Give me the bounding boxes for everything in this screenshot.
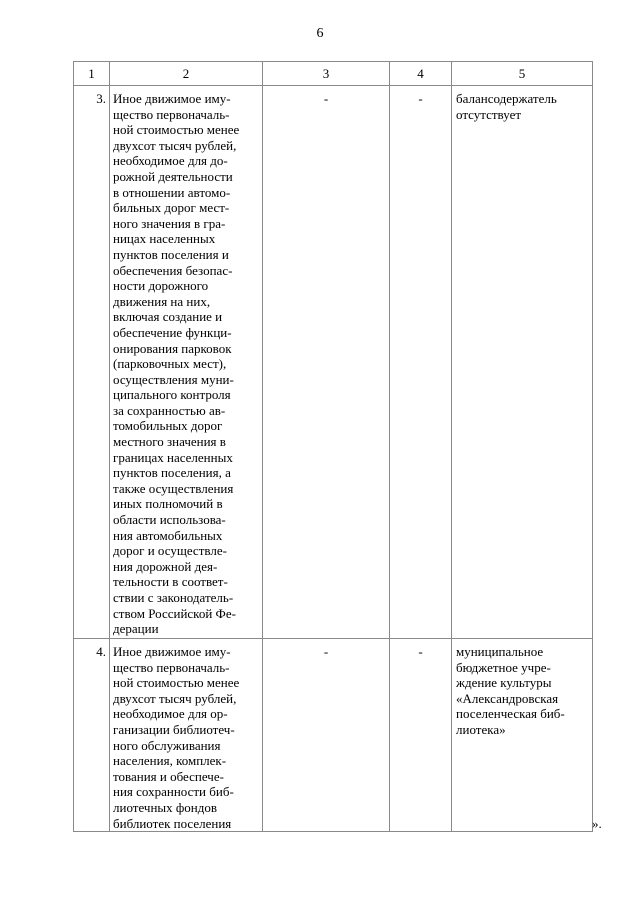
text-line: «Александровская: [456, 690, 559, 706]
property-description: [110, 86, 263, 639]
property-description: [110, 639, 263, 832]
header-col-2: 2: [110, 62, 263, 86]
text-line: иных полномочий в: [113, 496, 223, 512]
text-line: включая создание и: [113, 309, 223, 325]
text-line: щество первоначаль-: [113, 659, 230, 675]
text-line: ствии с законодатель-: [113, 590, 234, 605]
text-line: двухсот тысяч рублей,: [113, 137, 237, 153]
col3-value: -: [263, 639, 390, 832]
row-number: 3.: [74, 86, 110, 639]
closing-quote-mark: ».: [592, 816, 602, 831]
text-line: двухсот тысяч рублей,: [113, 690, 237, 706]
text-line: Иное движимое иму-: [113, 91, 231, 106]
text-line: щество первоначаль-: [113, 106, 230, 122]
col4-value: -: [390, 639, 452, 832]
text-line: движения на них,: [113, 293, 211, 309]
text-line: лиотека»: [456, 721, 506, 737]
text-line: бильных дорог мест-: [113, 200, 230, 216]
text-line: осуществления муни-: [113, 371, 234, 387]
text-line: границах населенных: [113, 449, 233, 465]
table-row: [74, 639, 593, 832]
text-line: муниципальное: [456, 644, 544, 659]
text-line: Иное движимое иму-: [113, 644, 231, 659]
text-line: ганизации библиотеч-: [113, 721, 235, 737]
text-line: населения, комплек-: [113, 753, 227, 769]
text-line: обеспечения безопас-: [113, 262, 233, 278]
text-line: ством Российской Фе-: [113, 605, 236, 621]
text-line: библиотек поселения: [113, 815, 232, 831]
table-row: [74, 86, 593, 639]
text-line: в отношении автомо-: [113, 184, 231, 200]
text-line: дорог и осуществле-: [113, 543, 227, 559]
text-line: (парковочных мест),: [113, 356, 227, 372]
row-number: 4.: [74, 639, 110, 832]
text-line: ципального контроля: [113, 387, 231, 403]
text-line: тельности в соответ-: [113, 574, 228, 590]
text-line: тования и обеспече-: [113, 768, 224, 784]
text-line: дерации: [113, 621, 159, 637]
text-line: ной стоимостью менее: [113, 122, 240, 138]
text-line: ности дорожного: [113, 278, 209, 294]
col4-value: -: [390, 86, 452, 639]
col3-value: -: [263, 86, 390, 639]
table-header-row: [74, 62, 593, 86]
header-col-4: 4: [390, 62, 452, 86]
text-line: отсутствует: [456, 106, 522, 122]
balance-holder: [452, 639, 593, 832]
header-col-1: 1: [74, 62, 110, 86]
text-line: за сохранностью ав-: [113, 402, 226, 418]
text-line: также осуществления: [113, 480, 234, 496]
text-line: онирования парковок: [113, 340, 232, 356]
header-col-3: 3: [263, 62, 390, 86]
text-line: ждение культуры: [456, 675, 552, 691]
text-line: поселенческая биб-: [456, 706, 565, 722]
text-line: ния автомобильных: [113, 527, 223, 543]
text-line: пунктов поселения и: [113, 246, 229, 262]
text-line: рожной деятельности: [113, 168, 233, 184]
text-line: бюджетное учре-: [456, 659, 551, 675]
text-line: необходимое для ор-: [113, 706, 228, 722]
text-line: ницах населенных: [113, 231, 216, 247]
text-line: необходимое для до-: [113, 153, 228, 169]
text-line: ния сохранности биб-: [113, 784, 234, 800]
text-line: пунктов поселения, а: [113, 465, 231, 481]
text-line: ния дорожной дея-: [113, 558, 218, 574]
text-line: ного обслуживания: [113, 737, 221, 753]
text-line: ного значения в гра-: [113, 215, 226, 231]
header-col-5: 5: [452, 62, 593, 86]
text-line: балансодержатель: [456, 91, 557, 106]
text-line: томобильных дорог: [113, 418, 223, 434]
text-line: местного значения в: [113, 434, 226, 450]
text-line: лиотечных фондов: [113, 799, 218, 815]
balance-holder: [452, 86, 593, 639]
page-number: 6: [316, 26, 324, 41]
text-line: обеспечение функци-: [113, 324, 232, 340]
text-line: области использова-: [113, 512, 226, 528]
text-line: ной стоимостью менее: [113, 675, 240, 691]
property-table: [73, 61, 593, 832]
